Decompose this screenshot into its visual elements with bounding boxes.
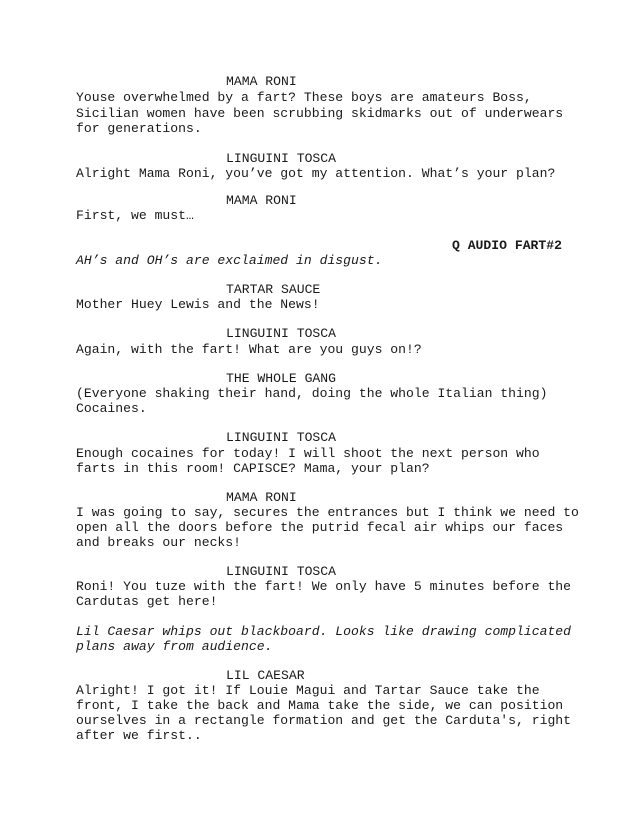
dialogue-line: front, I take the back and Mama take the side, we can position	[76, 698, 564, 713]
dialogue-line: Alright! I got it! If Louie Magui and Tartar Sauce take the	[76, 683, 540, 698]
dialogue-line: Cardutas get here!	[76, 594, 218, 609]
dialogue-line: Sicilian women have been scrubbing skidmarks out of underwears	[76, 106, 564, 121]
action-line: AH’s and OH’s are exclaimed in disgust.	[76, 253, 383, 268]
dialogue-line: Mother Huey Lewis and the News!	[76, 297, 320, 312]
action-line: Lil Caesar whips out blackboard. Looks like drawing complicated	[76, 624, 572, 639]
dialogue-line: open all the doors before the putrid fecal air whips our faces	[76, 520, 564, 535]
character-name: LINGUINI TOSCA	[226, 430, 337, 445]
character-name: LINGUINI TOSCA	[226, 151, 337, 166]
character-name: LINGUINI TOSCA	[226, 564, 337, 579]
dialogue-line: after we first..	[76, 728, 202, 743]
dialogue-line: Youse overwhelmed by a fart? These boys are amateurs Boss,	[76, 90, 532, 105]
character-name: MAMA RONI	[226, 193, 297, 208]
dialogue-line: (Everyone shaking their hand, doing the whole Italian thing)	[76, 386, 548, 401]
character-name: TARTAR SAUCE	[226, 282, 321, 297]
character-name: LIL CAESAR	[226, 668, 305, 683]
dialogue-line: for generations.	[76, 121, 202, 136]
dialogue-line: Cocaines.	[76, 401, 147, 416]
action-line: plans away from audience.	[76, 639, 273, 654]
character-name: LINGUINI TOSCA	[226, 326, 337, 341]
character-name: MAMA RONI	[226, 74, 297, 89]
dialogue-line: I was going to say, secures the entrances but I think we need to	[76, 505, 579, 520]
dialogue-line: First, we must…	[76, 208, 194, 223]
dialogue-line: farts in this room! CAPISCE? Mama, your plan?	[76, 461, 430, 476]
dialogue-line: Again, with the fart! What are you guys on!?	[76, 342, 422, 357]
character-name: THE WHOLE GANG	[226, 371, 337, 386]
dialogue-line: Roni! You tuze with the fart! We only have 5 minutes before the	[76, 579, 572, 594]
dialogue-line: and breaks our necks!	[76, 535, 242, 550]
character-name: MAMA RONI	[226, 490, 297, 505]
dialogue-line: Enough cocaines for today! I will shoot the next person who	[76, 446, 540, 461]
dialogue-line: Alright Mama Roni, you’ve got my attention. What’s your plan?	[76, 166, 556, 181]
audio-cue: Q AUDIO FART#2	[451, 238, 562, 253]
dialogue-line: ourselves in a rectangle formation and get the Carduta's, right	[76, 713, 572, 728]
